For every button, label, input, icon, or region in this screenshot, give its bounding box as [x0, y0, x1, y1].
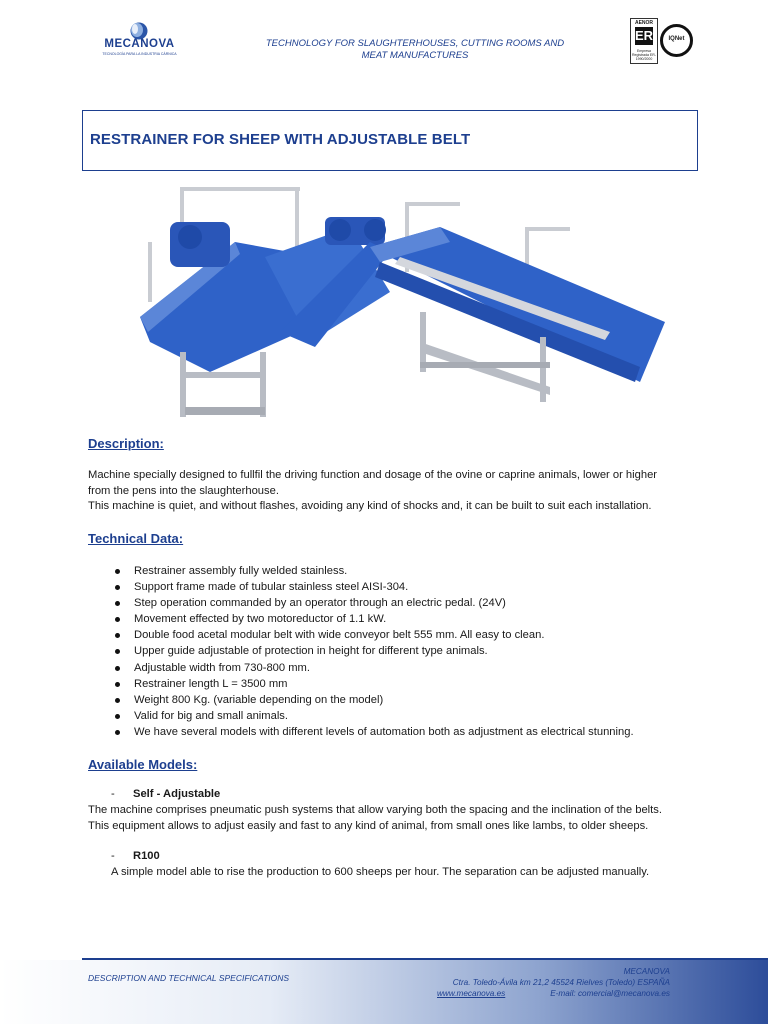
aenor-mark: ER — [635, 28, 654, 43]
footer-company: MECANOVA — [623, 967, 670, 976]
iqnet-label: IQNet — [668, 36, 685, 42]
model-r100 — [111, 850, 160, 862]
model-name: R100 — [133, 850, 160, 862]
mecanova-logo — [92, 22, 187, 62]
page-header — [0, 0, 768, 90]
header-tagline — [255, 38, 575, 61]
list-item: Valid for big and small animals. — [114, 708, 634, 724]
list-item: Support frame made of tubular stainless steel AISI-304. — [114, 579, 634, 595]
model-r100-description: A simple model able to rise the production to 600 sheeps per hour. The separation can be adjusted manually. — [111, 866, 650, 878]
certification-logos — [630, 18, 700, 66]
list-item: Step operation commanded by an operator through an electric pedal. (24V) — [114, 595, 634, 611]
models-heading: Available Models: — [88, 757, 198, 772]
logo-name: MECANOVA — [104, 38, 175, 50]
product-photo — [140, 182, 670, 422]
list-item: Restrainer assembly fully welded stainless. — [114, 563, 634, 579]
description-heading: Description: — [88, 436, 164, 451]
right-conveyor-unit — [370, 202, 665, 402]
list-item: We have several models with different levels of automation both as adjustment as electrical stunning. — [114, 724, 634, 740]
footer-email[interactable]: E-mail: comercial@mecanova.es — [550, 989, 670, 998]
description-line2: from the pens into the slaughterhouse. — [88, 484, 279, 497]
model-self-description — [88, 803, 708, 834]
list-item: Double food acetal modular belt with wide conveyor belt 555 mm. All easy to clean. — [114, 627, 634, 643]
aenor-certificate-icon — [630, 18, 658, 64]
logo-subtitle: TECNOLOGÍA PARA LA INDUSTRIA CÁRNICA — [102, 52, 177, 56]
model-self-line2: This equipment allows to adjust easily and fast to any kind of animal, from small ones like lambs, to older sheeps. — [88, 819, 649, 832]
title-box — [82, 110, 698, 171]
aenor-sub: Empresa Registrada ER-1990/2000 — [632, 49, 656, 61]
description-line1: Machine specially designed to fullfil the driving function and dosage of the ovine or caprine animals, lower or higher — [88, 469, 658, 481]
model-dash: - — [111, 788, 115, 800]
model-self-line1: The machine comprises pneumatic push systems that allow varying both the spacing and the inclination of the belts. — [88, 804, 662, 816]
tagline-line1: TECHNOLOGY FOR SLAUGHTERHOUSES, CUTTING ROOMS AND — [265, 38, 565, 49]
list-item: Upper guide adjustable of protection in height for different type animals. — [114, 643, 634, 659]
footer-website-link[interactable]: www.mecanova.es — [437, 989, 506, 998]
model-dash: - — [111, 850, 115, 862]
list-item: Movement effected by two motoreductor of 1.1 kW. — [114, 611, 634, 627]
footer-address: Ctra. Toledo-Ávila km 21,2 45524 Rielves (Toledo) ESPAÑA — [452, 977, 670, 987]
model-name: Self - Adjustable — [133, 788, 221, 800]
list-item: Restrainer length L = 3500 mm — [114, 676, 634, 692]
footer-left-text: DESCRIPTION AND TECHNICAL SPECIFICATIONS — [88, 973, 290, 983]
model-self-adjustable — [111, 788, 220, 800]
technical-list — [114, 563, 634, 740]
iqnet-certificate-icon — [660, 24, 693, 57]
page-footer — [0, 958, 768, 1024]
list-item: Weight 800 Kg. (variable depending on the model) — [114, 692, 634, 708]
list-item: Adjustable width from 730-800 mm. — [114, 660, 634, 676]
footer-address-block — [453, 967, 670, 988]
aenor-label: AENOR — [634, 20, 654, 26]
technical-heading: Technical Data: — [88, 531, 184, 546]
page-title: RESTRAINER FOR SHEEP WITH ADJUSTABLE BELT — [90, 131, 471, 148]
description-text — [88, 468, 708, 515]
tagline-line2: MEAT MANUFACTURES — [361, 49, 469, 61]
description-line3: This machine is quiet, and without flashes, avoiding any kind of shocks and, it can be built to suit each installation. — [88, 500, 652, 512]
